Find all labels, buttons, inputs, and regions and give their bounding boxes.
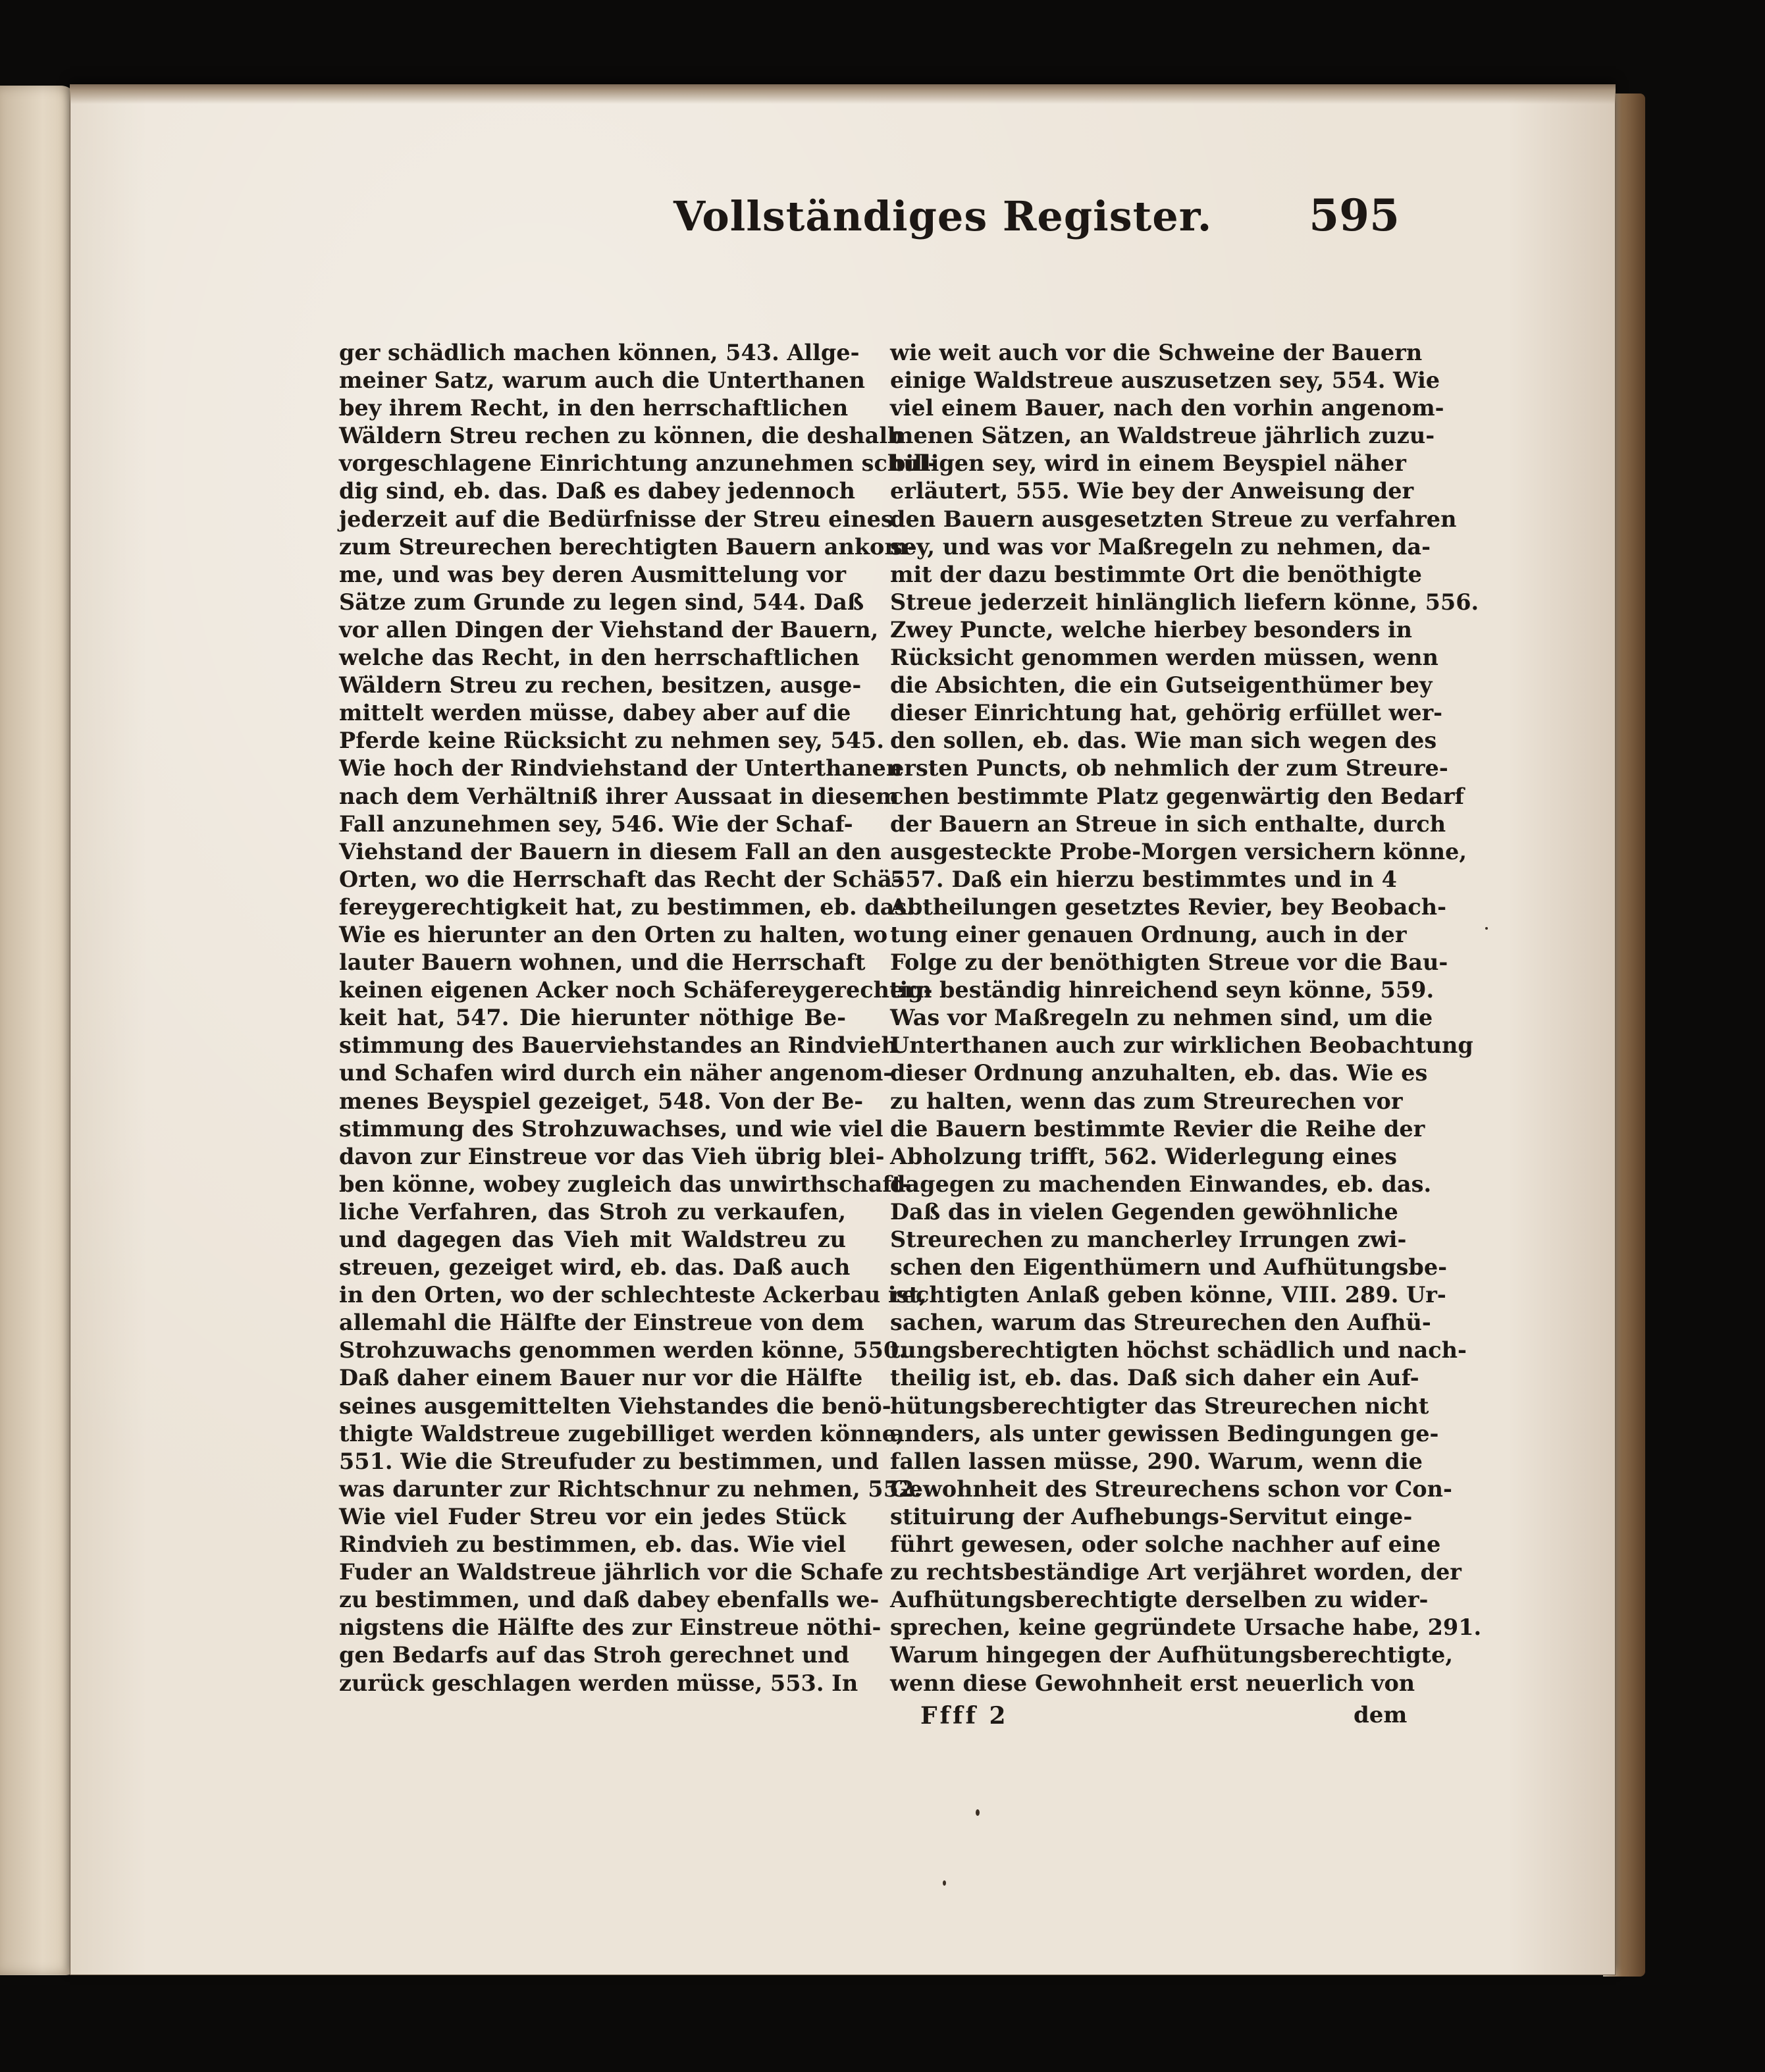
running-title: Vollständiges Register. <box>673 192 1213 240</box>
text-line: fereygerechtigkeit hat, zu bestimmen, eb. das. <box>339 893 914 920</box>
text-line: menes Beyspiel gezeiget, 548. Von der Be- <box>339 1088 864 1114</box>
text-line: vorgeschlagene Einrichtung anzunehmen schul- <box>339 450 937 477</box>
text-line: Fuder an Waldstreue jährlich vor die Schafe <box>339 1559 883 1585</box>
text-line: chen bestimmte Platz gegenwärtig den Bedarf <box>890 783 1464 809</box>
text-line: sachen, warum das Streurechen den Aufhü- <box>890 1310 1431 1336</box>
text-line: stimmung des Strohzuwachses, und wie viel <box>339 1115 883 1142</box>
text-line: Zwey Puncte, welche hierbey besonders in <box>890 616 1412 643</box>
text-line: stituirung der Aufhebungs-Servitut einge- <box>890 1503 1413 1529</box>
text-line: bey ihrem Recht, in den herrschaftlichen <box>339 395 849 421</box>
text-line: der Bauern an Streue in sich enthalte, durch <box>890 810 1446 837</box>
page-number: 595 <box>1309 190 1400 241</box>
text-line: 557. Daß ein hierzu bestimmtes und in 4 <box>890 866 1397 892</box>
text-line: 551. Wie die Streufuder zu bestimmen, und <box>339 1448 879 1474</box>
text-line: sey, und was vor Maßregeln zu nehmen, da- <box>890 533 1431 560</box>
text-line: Rücksicht genommen werden müssen, wenn <box>890 645 1438 671</box>
text-line: sprechen, keine gegründete Ursache habe, 291. <box>890 1614 1482 1641</box>
signature-mark: Ffff 2 <box>920 1702 1009 1730</box>
text-line: Wäldern Streu rechen zu können, die deshalb <box>339 423 903 449</box>
text-line: die Bauern bestimmte Revier die Reihe der <box>890 1115 1425 1142</box>
text-line: gen Bedarfs auf das Stroh gerechnet und <box>339 1642 849 1668</box>
text-line: seines ausgemittelten Viehstandes die benö- <box>339 1393 891 1419</box>
text-line: Wie hoch der Rindviehstand der Unterthanen <box>339 755 903 782</box>
text-line: ersten Puncts, ob nehmlich der zum Streure- <box>890 755 1448 782</box>
text-line: welche das Recht, in den herrschaftlichen <box>339 645 860 671</box>
text-line: und dagegen das Vieh mit Waldstreu zu <box>339 1227 846 1252</box>
text-line: einige Waldstreue auszusetzen sey, 554. Wie <box>890 367 1440 394</box>
text-line: wie weit auch vor die Schweine der Bauern <box>890 340 1423 365</box>
text-line: und Schafen wird durch ein näher angenom- <box>339 1060 893 1086</box>
text-line: streuen, gezeiget wird, eb. das. Daß auch <box>339 1254 851 1281</box>
running-header <box>269 186 1400 258</box>
text-line: Sätze zum Grunde zu legen sind, 544. Daß <box>339 589 864 615</box>
text-line: nigstens die Hälfte des zur Einstreue nöthi- <box>339 1614 882 1641</box>
text-line: Gewohnheit des Streurechens schon vor Con- <box>890 1475 1452 1502</box>
text-line: Wie es hierunter an den Orten zu halten, wo <box>339 921 888 947</box>
text-line: Wäldern Streu zu rechen, besitzen, ausge- <box>339 672 862 699</box>
text-line: dagegen zu machenden Einwandes, eb. das. <box>890 1171 1432 1197</box>
text-line: die Absichten, die ein Gutseigenthümer bey <box>890 672 1433 699</box>
text-line: davon zur Einstreue vor das Vieh übrig blei- <box>339 1143 885 1169</box>
text-line: keinen eigenen Acker noch Schäfereygerechtig- <box>339 977 933 1003</box>
text-line: ausgesteckte Probe-Morgen versichern könne, <box>890 838 1467 864</box>
paper-speck <box>976 1809 980 1816</box>
text-line: Aufhütungsberechtigte derselben zu wider- <box>890 1587 1429 1613</box>
text-line: in den Orten, wo der schlechteste Ackerbau ist, <box>339 1282 927 1308</box>
previous-page-edge <box>0 86 78 1975</box>
text-line: zu bestimmen, und daß dabey ebenfalls we- <box>339 1587 880 1613</box>
text-line: mittelt werden müsse, dabey aber auf die <box>339 700 851 726</box>
text-line: zu rechtsbeständige Art verjähret worden, der <box>890 1559 1462 1585</box>
text-line: fallen lassen müsse, 290. Warum, wenn die <box>890 1448 1423 1474</box>
text-line: Abtheilungen gesetztes Revier, bey Beobach- <box>890 893 1447 920</box>
text-line: thigte Waldstreue zugebilliget werden könne, <box>339 1420 904 1447</box>
text-line: Daß daher einem Bauer nur vor die Hälfte <box>339 1365 863 1391</box>
text-line: Abholzung trifft, 562. Widerlegung eines <box>890 1143 1397 1169</box>
text-line: tung einer genauen Ordnung, auch in der <box>890 921 1407 947</box>
text-line: führt gewesen, oder solche nachher auf eine <box>890 1531 1441 1558</box>
text-line: Streue jederzeit hinlänglich liefern könne, 556. <box>890 589 1479 615</box>
text-line: Wie viel Fuder Streu vor ein jedes Stück <box>339 1503 846 1529</box>
text-line: Warum hingegen der Aufhütungsberechtigte, <box>890 1642 1453 1668</box>
catchword: dem <box>1354 1702 1408 1728</box>
text-line: Orten, wo die Herrschaft das Recht der Schä- <box>339 866 901 892</box>
text-line: was darunter zur Richtschnur zu nehmen, 552. <box>339 1475 922 1502</box>
text-line: dieser Ordnung anzuhalten, eb. das. Wie es <box>890 1060 1428 1086</box>
text-line: den sollen, eb. das. Wie man sich wegen des <box>890 728 1437 754</box>
text-line: Was vor Maßregeln zu nehmen sind, um die <box>890 1005 1433 1031</box>
text-line: theilig ist, eb. das. Daß sich daher ein Auf- <box>890 1365 1419 1391</box>
text-line: zum Streurechen berechtigten Bauern ankom- <box>339 533 917 560</box>
right-text-column <box>890 339 1482 1697</box>
text-line: vor allen Dingen der Viehstand der Bauern, <box>339 616 879 643</box>
text-line: nach dem Verhältniß ihrer Aussaat in diesem <box>339 783 899 809</box>
text-line: mit der dazu bestimmte Ort die benöthigte <box>890 561 1422 587</box>
text-line: keit hat, 547. Die hierunter nöthige Be- <box>339 1005 846 1031</box>
text-line: Daß das in vielen Gegenden gewöhnliche <box>890 1198 1398 1225</box>
text-line: liche Verfahren, das Stroh zu verkaufen, <box>339 1198 846 1225</box>
text-line: Fall anzunehmen sey, 546. Wie der Schaf- <box>339 810 853 837</box>
text-line: rechtigten Anlaß geben könne, VIII. 289. Ur- <box>890 1282 1446 1308</box>
text-line: Viehstand der Bauern in diesem Fall an den <box>339 838 882 864</box>
text-line: tungsberechtigten höchst schädlich und nach- <box>890 1337 1467 1364</box>
text-line: hütungsberechtigter das Streurechen nicht <box>890 1393 1429 1419</box>
text-line: den Bauern ausgesetzten Streue zu verfahren <box>890 506 1457 532</box>
text-line: dig sind, eb. das. Daß es dabey jedennoch <box>339 478 855 504</box>
text-line: ern beständig hinreichend seyn könne, 559. <box>890 977 1435 1003</box>
text-line: schen den Eigenthümern und Aufhütungsbe- <box>890 1254 1448 1281</box>
paper-speck <box>1485 927 1488 930</box>
text-line: Unterthanen auch zur wirklichen Beobachtung <box>890 1032 1473 1059</box>
text-line: zurück geschlagen werden müsse, 553. In <box>339 1670 858 1696</box>
text-line: Streurechen zu mancherley Irrungen zwi- <box>890 1227 1407 1252</box>
text-line: Strohzuwachs genommen werden könne, 550. <box>339 1337 907 1364</box>
text-line: meiner Satz, warum auch die Unterthanen <box>339 367 866 394</box>
text-line: me, und was bey deren Ausmittelung vor <box>339 561 846 587</box>
left-text-column <box>339 339 937 1697</box>
text-line: allemahl die Hälfte der Einstreue von dem <box>339 1310 864 1336</box>
text-line: ger schädlich machen können, 543. Allge- <box>339 340 860 365</box>
text-line: Folge zu der benöthigten Streue vor die Bau- <box>890 949 1448 976</box>
text-line: billigen sey, wird in einem Beyspiel näher <box>890 450 1406 477</box>
text-line: stimmung des Bauerviehstandes an Rindvieh <box>339 1032 897 1059</box>
text-line: zu halten, wenn das zum Streurechen vor <box>890 1088 1403 1114</box>
text-line: viel einem Bauer, nach den vorhin angenom- <box>890 395 1444 421</box>
text-line: wenn diese Gewohnheit erst neuerlich von <box>890 1670 1415 1696</box>
text-line: anders, als unter gewissen Bedingungen ge- <box>890 1420 1439 1447</box>
text-line: menen Sätzen, an Waldstreue jährlich zuzu- <box>890 423 1435 449</box>
text-line: dieser Einrichtung hat, gehörig erfüllet wer- <box>890 700 1443 726</box>
text-line: Rindvieh zu bestimmen, eb. das. Wie viel <box>339 1531 846 1558</box>
paper-speck <box>943 1880 946 1886</box>
text-line: ben könne, wobey zugleich das unwirthschaft- <box>339 1171 912 1197</box>
text-line: jederzeit auf die Bedürfnisse der Streu eines <box>339 506 893 532</box>
text-line: Pferde keine Rücksicht zu nehmen sey, 545. <box>339 728 885 754</box>
text-line: erläutert, 555. Wie bey der Anweisung der <box>890 478 1414 504</box>
text-line: lauter Bauern wohnen, und die Herrschaft <box>339 949 866 976</box>
